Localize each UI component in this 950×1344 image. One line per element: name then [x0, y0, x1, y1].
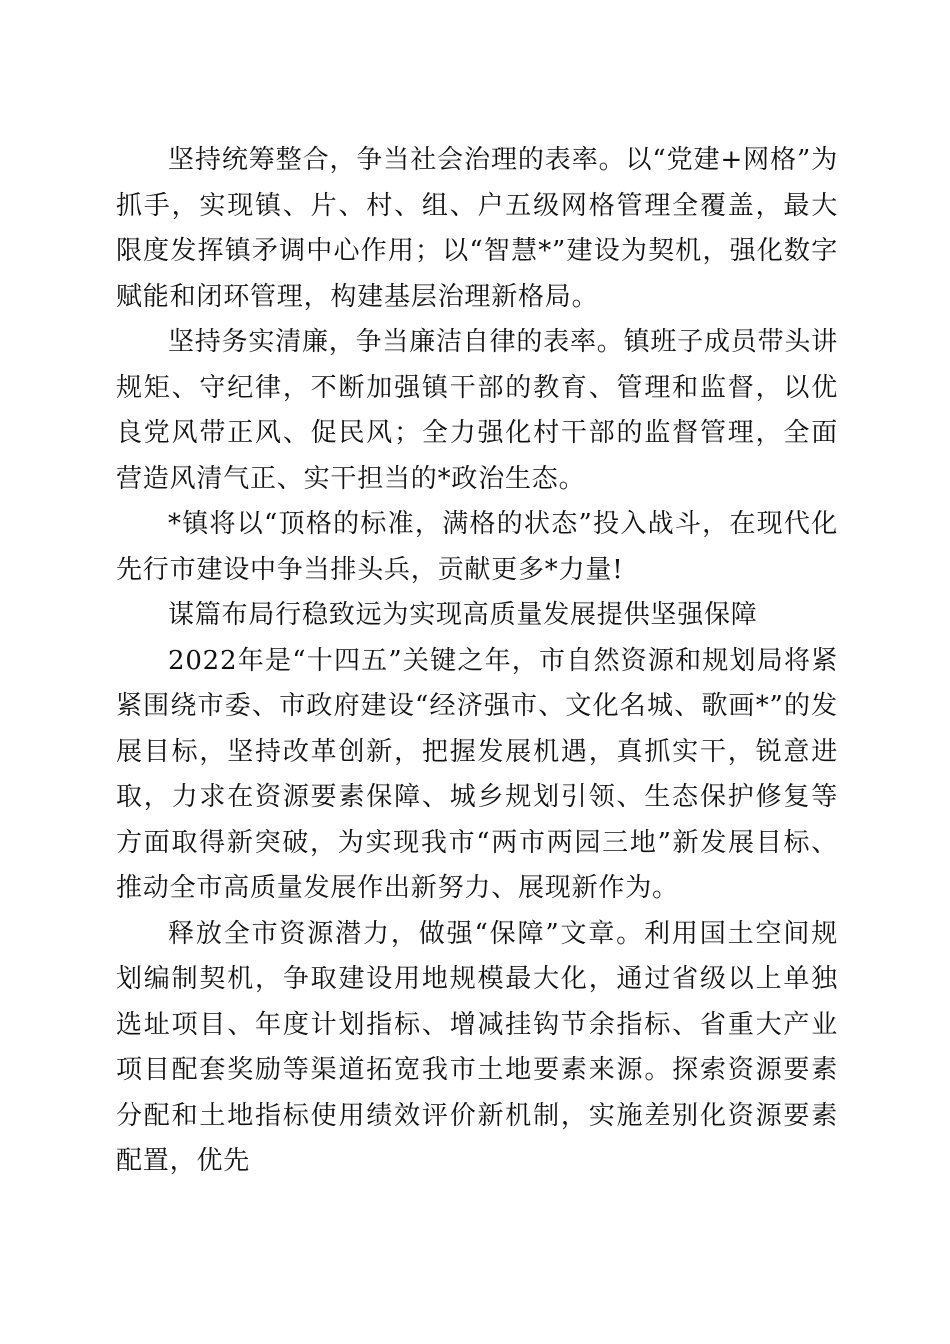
paragraph-integrity: 坚持务实清廉，争当廉洁自律的表率。镇班子成员带头讲规矩、守纪律，不断加强镇干部的教育、管理和监督，以优良党风带正风、促民风；全力强化村干部的监督管理，全面营造风清气正、实干担当的*政治生态。: [116, 327, 839, 494]
paragraph-town-commitment: *镇将以“顶格的标准，满格的状态”投入战斗，在现代化先行市建设中争当排头兵，贡献更多*力量!: [116, 509, 838, 585]
section-heading: 谋篇布局行稳致远为实现高质量发展提供坚强保障: [168, 600, 758, 630]
paragraph-social-governance: 坚持统筹整合，争当社会治理的表率。以“党建+网格”为抓手，实现镇、片、村、组、户五级网格管理全覆盖，最大限度发挥镇矛调中心作用；以“智慧*”建设为契机，强化数字赋能和闭环管理，构建基层治理新格局。: [116, 145, 839, 312]
paragraph-resource-potential: 释放全市资源潜力，做强“保障”文章。利用国土空间规划编制契机，争取建设用地规模最大化，通过省级以上单独选址项目、年度计划指标、增减挂钩节余指标、省重大产业项目配套奖励等渠道拓宽我市土地要素来源。探索资源要素分配和土地指标使用绩效评价新机制，实施差别化资源要素配置，优先: [116, 918, 838, 1176]
document-body: [116, 138, 838, 1185]
paragraph-2022-goals: 2022年是“十四五”关键之年，市自然资源和规划局将紧紧围绕市委、市政府建设“经济强市、文化名城、歌画*”的发展目标，坚持改革创新，把握发展机遇，真抓实干，锐意进取，力求在资源要素保障、城乡规划引领、生态保护修复等方面取得新突破，为实现我市“两市两园三地”新发展目标、推动全市高质量发展作出新努力、展现新作为。: [116, 645, 838, 903]
